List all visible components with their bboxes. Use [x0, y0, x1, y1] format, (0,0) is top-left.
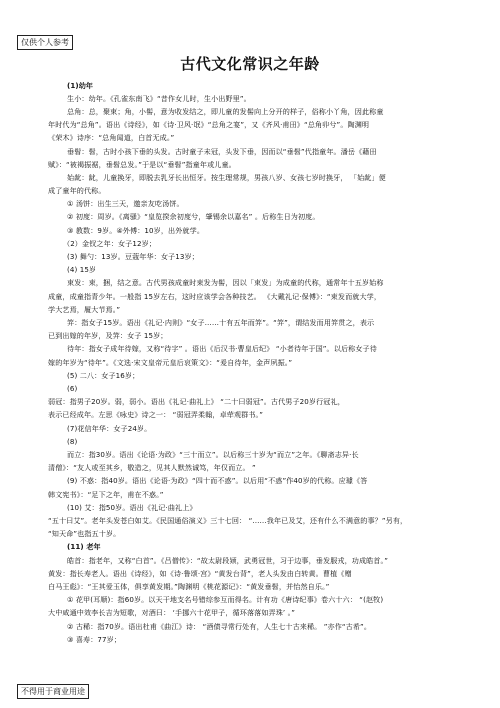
text-line: 始龀：龀，儿童换牙，即脱去乳牙长出恒牙。按生理常规，男孩八岁、女孩七岁时换牙， 「始龀」便	[67, 173, 386, 182]
text-line: 而立：指30岁。语出《论语·为政》“三十而立”。以后称三十岁为“而立”之年。《聊斋志异·长	[67, 450, 359, 459]
section-heading: (11) 老年	[67, 542, 101, 551]
list-item: ③ 喜寿：77岁；	[67, 635, 122, 644]
text-line: “五十曰艾”。老年头发苍白如艾。《民国通俗演义》三十七回： “……我年已及艾，还有什么不满意的事？”另有，	[48, 516, 408, 525]
footer-note-box: 不得用于商业用途	[17, 684, 89, 699]
section-heading: (1)幼年	[67, 81, 94, 90]
section-heading: (8)	[67, 437, 78, 446]
text-line: 清僧》：“友人或至其乡，敬造之，见其人默然诚笃，年仅而立。 ”	[48, 463, 256, 472]
list-item: ② 初度：周岁。《离骚》“皇览揆余初度兮，肇锡余以嘉名” 。后称生日为初度。	[67, 212, 320, 221]
text-line: 年时代为“总角”。语出《诗经》，如《诗·卫风·氓》“总角之宴”，又《齐风·甫田》“总角丱兮”。陶渊明	[48, 120, 370, 129]
text-line: 弱冠：指男子20岁。弱，弱小。语出《礼记·曲礼上》 “二十曰弱冠”。古代男子20岁行冠礼，	[48, 397, 345, 406]
text-line: 总角：总，聚束；角，小髻，意为收发结之，即儿童的发髻向上分开的样子，俗称小丫角，因此称童	[67, 107, 384, 116]
section-heading: (5) 二八：女子16岁；	[67, 371, 140, 380]
text-line: 生小：幼年。《孔雀东南飞》“昔作女儿时，生小出野里”。	[67, 94, 251, 103]
section-heading: (3) 舞勺：13岁。豆蔻年华：女子13岁；	[67, 252, 199, 261]
text-line: (10) 艾：指50岁。语出《礼记·曲礼上》	[67, 503, 197, 512]
text-line: 笄：指女子15岁。语出《礼记·内则》“女子……十有五年而笄”。“笄”，谓结发而用笄贯之，表示	[67, 318, 375, 327]
section-heading: (6)	[67, 384, 78, 393]
text-line: (9) 不惑：指40岁。语出《论语·为政》“四十而不惑”。以后用“不惑”作40岁的代称。应璩《答	[67, 476, 368, 485]
list-item: ③ 教数：9岁。④外傅：10岁，出外就学。	[67, 226, 205, 235]
text-line: 成童，成童指青少年。一般指 15岁左右，这时应该学会各种技艺。 《大戴礼记·保傅》：“束发而就大学，	[48, 292, 382, 301]
text-line: 学大艺焉，履大节焉。”	[48, 305, 121, 314]
text-line: 束发：束，捆，结之意。古代男孩成童时束发为髻，因以「束发」为成童的代称，通常年十五岁始称	[67, 278, 384, 287]
text-line: 赋》：“被褐振裾，垂髫总发。”于是以“垂髫”指童年或儿童。	[48, 160, 236, 169]
header-note-box: 仅供个人参考	[17, 35, 73, 50]
text-line: 黄发：指长寿老人。语出《诗经》，如《诗·鲁颂·宫》“黄发台背”，老人头发由白转黄。曹植《赠	[48, 569, 352, 578]
list-item: ② 古稀：指70岁。语出杜甫《曲江》诗： “酒债寻常行处有，人生七十古来稀。 ”亦作“古希”。	[67, 622, 372, 631]
text-line: 待年：指女子成年待嫁，又称“待字” 。语出《后汉书·曹皇后纪》 “小者待年于国”。以后称女子待	[67, 344, 377, 353]
page-title: 古代文化常识之年龄	[180, 55, 320, 73]
text-line: “知天命”也指五十岁。	[48, 529, 121, 538]
text-line: 垂髫：髫，古时小孩下垂的头发。古时童子未冠，头发下垂，因而以“垂髫”代指童年。潘岳《藉田	[67, 147, 377, 156]
text-line: 《荣木》诗序：“总角闻道，白首无成。”	[48, 133, 175, 142]
section-heading: （2）金钗之年：女子12岁；	[63, 239, 156, 248]
text-line: 大中咸通中效李长吉为短歌，对酒曰： ‘手挪六十花甲子，循环落落如弄珠’ 。”	[48, 608, 296, 617]
text-line: 皓首：指老年，又称“白首”。《吕僧传》：“故太尉段颎，武勇冠世，习于边事，垂发服戎，功成皓首。”	[67, 556, 388, 565]
text-line: 表示已经成年。左思《咏史》诗之一： “弱冠弄柔翰，卓荦观群书。”	[48, 410, 263, 419]
text-line: 白马王彪》：“王其爱玉体，俱享黄发期。”陶渊明《桃花源记》：“黄发垂髫，并怡然自乐。”	[48, 582, 330, 591]
text-line: 嫁的年岁为“待年”。《文选·宋文皇帝元皇后哀策文》：“爰自待年，金声夙振。”	[48, 358, 293, 367]
list-item: ① 花甲(耳顺)：指60岁。以天干地支名号错综参互而得名。计有功《唐诗纪事》卷六十六： “(赵牧)	[67, 595, 384, 604]
text-line: 韩文宪书》：“足下之年，甫在不惑。”	[48, 490, 164, 499]
text-line: 成了童年的代称。	[48, 186, 106, 195]
text-line: 已到出嫁的年岁，及笄：女子 15岁；	[48, 331, 168, 340]
section-heading: (7)花信年华：女子24岁。	[67, 424, 152, 433]
list-item: ① 汤饼：出生三天，邀亲友吃汤饼。	[67, 199, 184, 208]
section-heading: (4) 15岁	[67, 265, 97, 274]
